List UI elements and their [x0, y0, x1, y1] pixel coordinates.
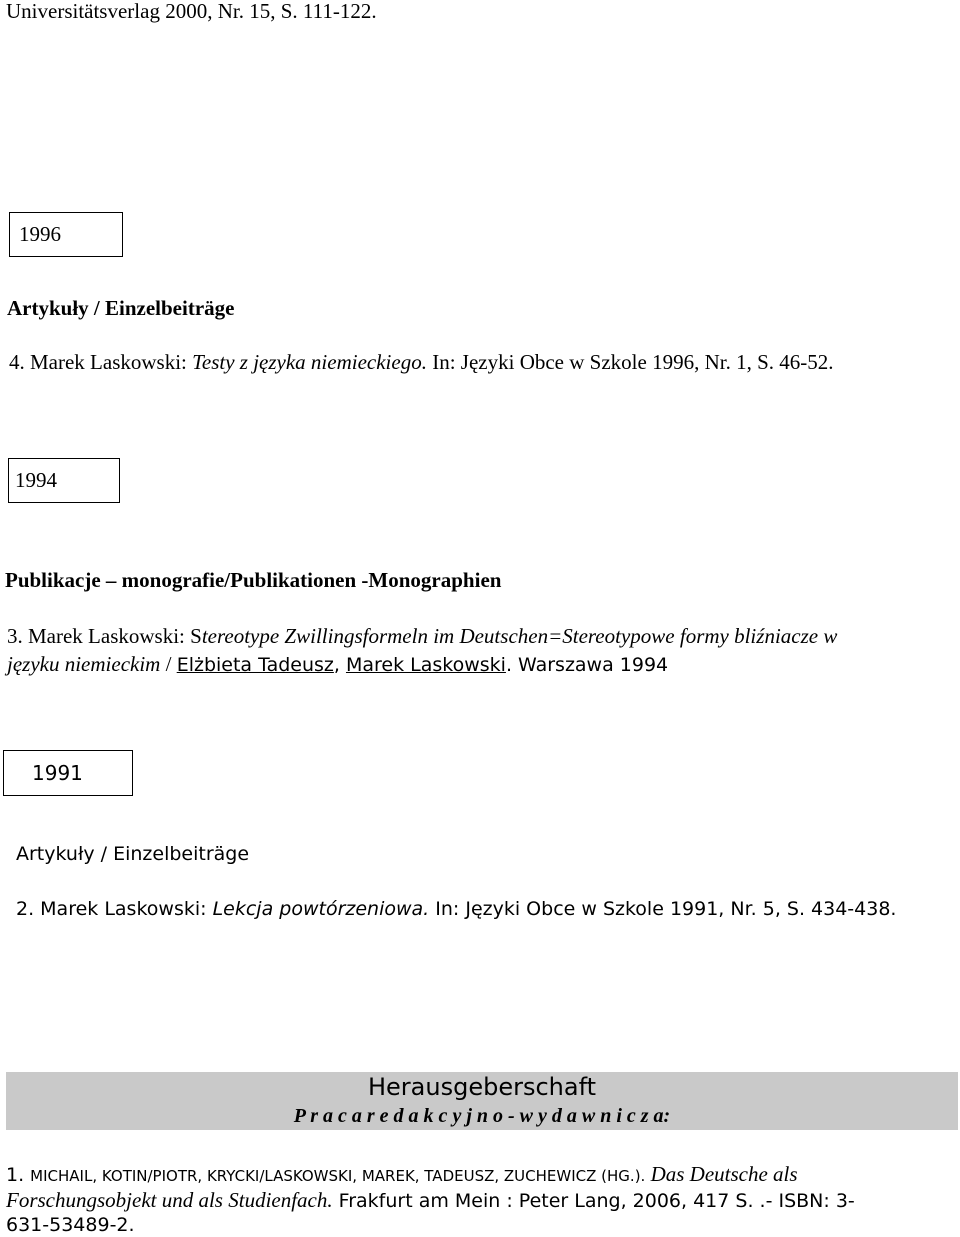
year-box-1991: [3, 750, 133, 796]
year-label: 1996: [19, 222, 61, 246]
bibliography-entry: [16, 898, 896, 920]
entry-title: tereotype Zwillingsformeln im Deutschen=Stereotypowe formy bliźniacze w: [201, 624, 838, 648]
entry-title-cont: Forschungsobjekt und als Studienfach.: [6, 1188, 333, 1212]
bibliography-entry-line-1: [7, 623, 837, 649]
section-heading: Publikacje – monografie/Publikationen -Monographien: [5, 568, 502, 592]
entry-title: Lekcja powtórzeniowa.: [212, 898, 430, 920]
banner-title: Herausgeberschaft: [367, 1073, 597, 1101]
entry-comma: ,: [333, 654, 346, 676]
bibliography-entry-line-2: [7, 651, 668, 678]
year-label: 1991: [32, 761, 83, 785]
entry-author: 4. Marek Laskowski:: [9, 350, 193, 374]
entry-authors: MICHAIL, KOTIN/PIOTR, KRYCKI/LASKOWSKI, MAREK, TADEUSZ, ZUCHEWICZ (HG.).: [30, 1167, 646, 1185]
year-label: 1994: [15, 468, 57, 492]
year-box-1994: [8, 458, 120, 503]
entry-number: 1.: [6, 1164, 31, 1186]
entry-source: . Warszawa 1994: [505, 654, 669, 676]
author-link[interactable]: Marek Laskowski: [345, 654, 506, 676]
entry-author: 2. Marek Laskowski:: [16, 898, 213, 920]
entry-author: 3. Marek Laskowski: S: [7, 624, 202, 648]
entry-source: Frakfurt am Mein : Peter Lang, 2006, 417 S. .- ISBN: 3-: [332, 1190, 855, 1212]
bibliography-entry: [9, 349, 834, 375]
citation-line: Universitätsverlag 2000, Nr. 15, S. 111-122.: [6, 0, 377, 23]
entry-separator: /: [160, 652, 177, 676]
entry-title: Testy z języka niemieckiego.: [192, 350, 427, 374]
author-link[interactable]: Elżbieta Tadeusz: [176, 654, 334, 676]
herausgeberschaft-banner: [6, 1072, 958, 1130]
section-heading: Artykuły / Einzelbeiträge: [16, 843, 250, 865]
entry-title: Das Deutsche als: [645, 1162, 798, 1186]
entry-title-cont: języku niemieckim: [7, 652, 161, 676]
year-box-1996: [9, 212, 123, 257]
banner-subtitle: P r a c a r e d a k c y j n o - w y d a w n i c z a:: [293, 1105, 671, 1127]
section-heading: Artykuły / Einzelbeiträge: [7, 296, 235, 320]
editorship-entry-line-3: 631-53489-2.: [6, 1214, 135, 1236]
entry-source: In: Języki Obce w Szkole 1996, Nr. 1, S. 46-52.: [426, 350, 834, 374]
editorship-entry-line-1: [6, 1162, 798, 1187]
editorship-entry-line-2: [6, 1188, 855, 1213]
entry-source: In: Języki Obce w Szkole 1991, Nr. 5, S. 434-438.: [429, 898, 897, 920]
